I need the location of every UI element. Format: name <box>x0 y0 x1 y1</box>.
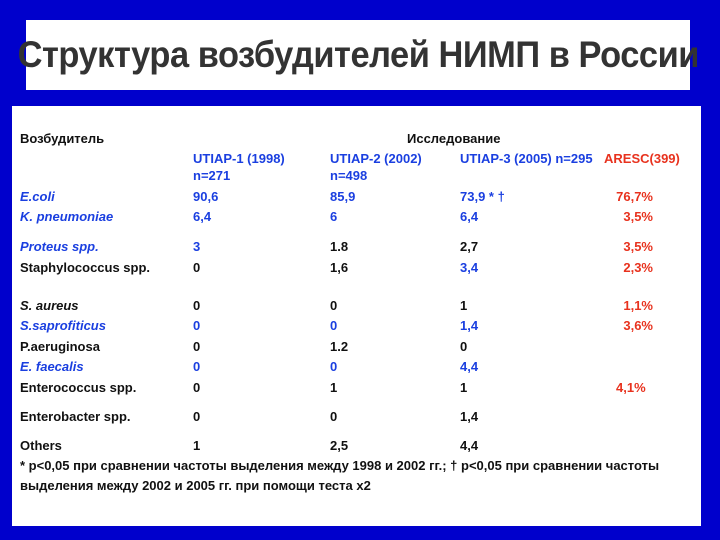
row-name-staphylococcus: Staphylococcus spp. <box>20 260 151 275</box>
row-name-enterococcus: Enterococcus spp. <box>20 380 137 395</box>
row-paeruginosa-utiap3: 0 <box>460 339 468 354</box>
header-pathogen: Возбудитель <box>20 131 105 146</box>
row-name-proteus: Proteus spp. <box>20 239 99 254</box>
row-proteus-utiap3: 2,7 <box>460 239 479 254</box>
row-staphylococcus-utiap2: 1,6 <box>330 260 349 275</box>
row-kpneumoniae-aresc: 3,5% <box>623 209 653 224</box>
footnote-line-1: * p<0,05 при сравнении частоты выделения между 1998 и 2002 гг.; † p<0,05 при сравнении частоты <box>20 458 660 473</box>
row-efaecalis-utiap1: 0 <box>193 359 201 374</box>
row-name-efaecalis: E. faecalis <box>20 359 84 374</box>
row-enterococcus-aresc: 4,1% <box>616 380 646 395</box>
row-name-enterobacter: Enterobacter spp. <box>20 409 131 424</box>
row-name-kpneumoniae: K. pneumoniae <box>20 209 114 224</box>
row-saureus-utiap2: 0 <box>330 298 338 313</box>
row-others-utiap2: 2,5 <box>330 438 349 453</box>
row-saureus-utiap1: 0 <box>193 298 201 313</box>
row-enterobacter-utiap3: 1,4 <box>460 409 479 424</box>
row-saureus-utiap3: 1 <box>460 298 468 313</box>
content-panel <box>12 106 701 526</box>
row-proteus-utiap1: 3 <box>193 239 201 254</box>
row-others-utiap3: 4,4 <box>460 438 479 453</box>
header-utiap3: UTIAP-3 (2005) n=295 <box>460 151 593 166</box>
page-title: Структура возбудителей НИМП в России <box>17 34 699 75</box>
header-utiap2-line2: n=498 <box>330 168 368 183</box>
row-ssaprofiticus-utiap1: 0 <box>193 318 201 333</box>
header-aresc: ARESC(399) <box>604 151 680 166</box>
header-study: Исследование <box>407 131 501 146</box>
row-others-utiap1: 1 <box>193 438 201 453</box>
header-utiap1-line2: n=271 <box>193 168 231 183</box>
row-ssaprofiticus-utiap2: 0 <box>330 318 338 333</box>
row-efaecalis-utiap3: 4,4 <box>460 359 479 374</box>
row-kpneumoniae-utiap3: 6,4 <box>460 209 479 224</box>
footnote-line-2: выделения между 2002 и 2005 гг. при помощи теста x2 <box>20 478 371 493</box>
row-kpneumoniae-utiap2: 6 <box>330 209 338 224</box>
row-enterococcus-utiap1: 0 <box>193 380 201 395</box>
header-utiap2-line1: UTIAP-2 (2002) <box>330 151 422 166</box>
row-ecoli-utiap3: 73,9 * † <box>460 189 505 204</box>
row-paeruginosa-utiap2: 1.2 <box>330 339 349 354</box>
title-box <box>17 20 699 90</box>
header-utiap1-line1: UTIAP-1 (1998) <box>193 151 285 166</box>
row-enterococcus-utiap3: 1 <box>460 380 468 395</box>
row-kpneumoniae-utiap1: 6,4 <box>193 209 212 224</box>
row-name-paeruginosa: P.aeruginosa <box>20 339 100 354</box>
row-ecoli-utiap2: 85,9 <box>330 189 356 204</box>
row-staphylococcus-utiap1: 0 <box>193 260 201 275</box>
row-efaecalis-utiap2: 0 <box>330 359 338 374</box>
row-staphylococcus-aresc: 2,3% <box>623 260 653 275</box>
row-enterobacter-utiap1: 0 <box>193 409 201 424</box>
row-ecoli-aresc: 76,7% <box>616 189 653 204</box>
row-ecoli-utiap1: 90,6 <box>193 189 219 204</box>
row-paeruginosa-utiap1: 0 <box>193 339 201 354</box>
row-proteus-aresc: 3,5% <box>623 239 653 254</box>
row-enterococcus-utiap2: 1 <box>330 380 338 395</box>
row-proteus-utiap2: 1.8 <box>330 239 349 254</box>
row-saureus-aresc: 1,1% <box>623 298 653 313</box>
row-name-ecoli: E.coli <box>20 189 55 204</box>
row-ssaprofiticus-utiap3: 1,4 <box>460 318 479 333</box>
row-staphylococcus-utiap3: 3,4 <box>460 260 479 275</box>
row-enterobacter-utiap2: 0 <box>330 409 338 424</box>
row-name-others: Others <box>20 438 62 453</box>
row-ssaprofiticus-aresc: 3,6% <box>623 318 653 333</box>
row-name-ssaprofiticus: S.saprofiticus <box>20 318 106 333</box>
row-name-saureus: S. aureus <box>20 298 79 313</box>
